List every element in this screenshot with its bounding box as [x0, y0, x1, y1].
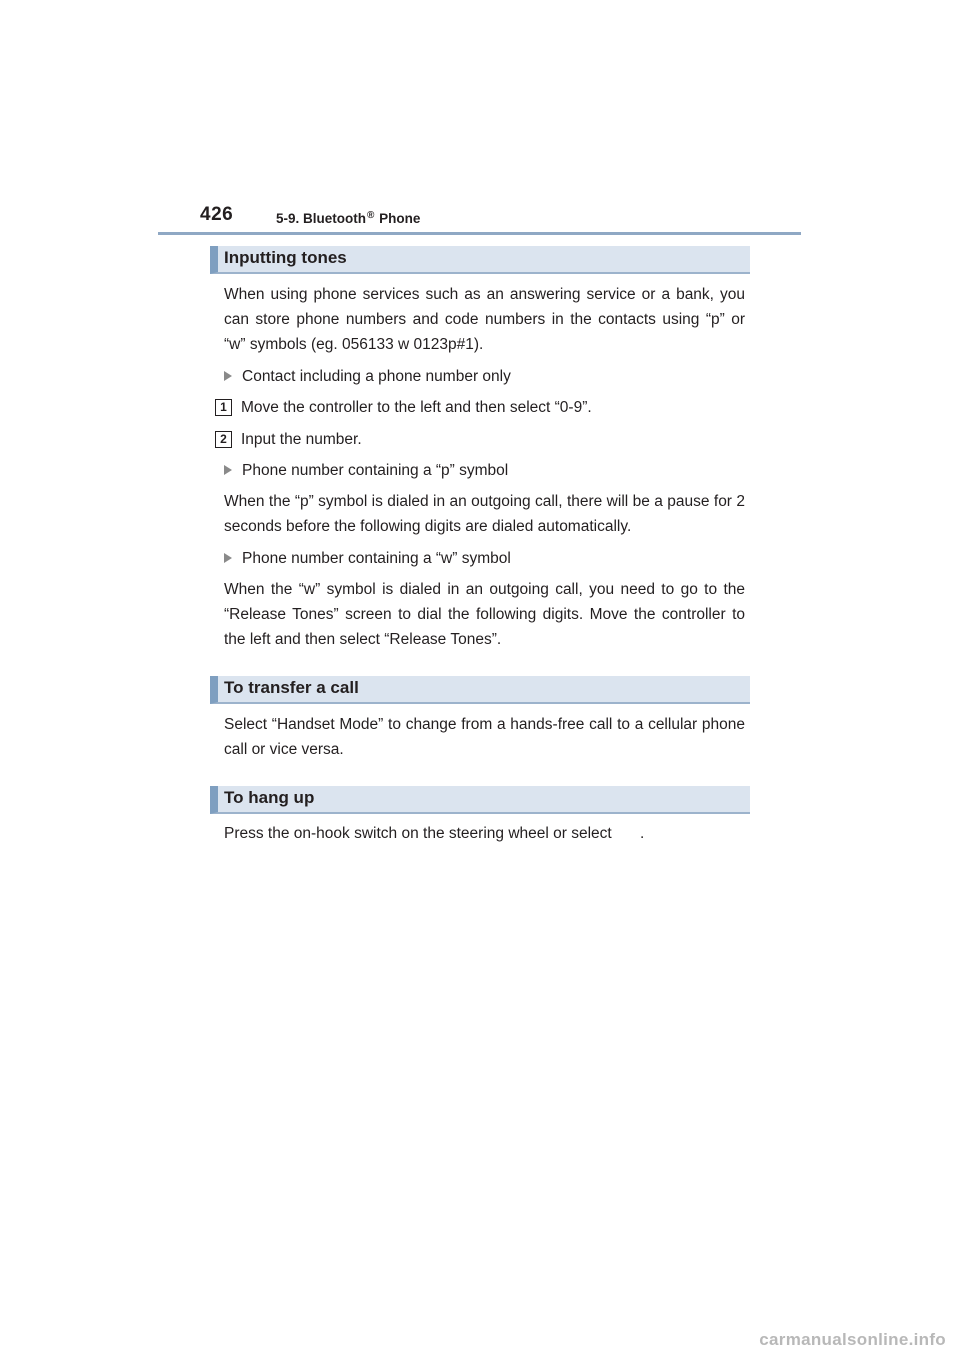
triangle-bullet-icon: [224, 553, 232, 563]
bullet-w-symbol: [224, 546, 511, 571]
triangle-bullet-icon: [224, 371, 232, 381]
end-call-icon: [616, 826, 640, 840]
p-symbol-description: When the “p” symbol is dialed in an outgoing call, there will be a pause for 2 seconds before the following digits are dialed automatically.: [224, 493, 745, 535]
footer-watermark: carmanualsonline.info: [759, 1330, 946, 1349]
step-text: Input the number.: [241, 431, 362, 448]
bullet-text: Contact including a phone number only: [242, 368, 511, 385]
triangle-bullet-icon: [224, 465, 232, 475]
section-heading-text: To transfer a call: [224, 678, 359, 697]
w-symbol-description: When the “w” symbol is dialed in an outgoing call, you need to go to the “Release Tones” screen to dial the following digits. Move the controller to the left and then select “Release Tones”.: [224, 581, 745, 648]
section-heading-transfer-call: [210, 676, 750, 704]
bullet-text: Phone number containing a “p” symbol: [242, 462, 509, 479]
bullet-text: Phone number containing a “w” symbol: [242, 550, 511, 567]
registered-mark: ®: [367, 210, 375, 221]
step-1: [215, 395, 592, 420]
step-text: Move the controller to the left and then select “0-9”.: [241, 399, 592, 416]
section-heading-text: Inputting tones: [224, 248, 347, 267]
section-heading-inputting-tones: [210, 246, 750, 274]
chapter-suffix: Phone: [375, 211, 421, 226]
bullet-contact-number-only: [224, 364, 511, 389]
step-2: [215, 427, 362, 452]
section-heading-text: To hang up: [224, 788, 315, 807]
section-heading-hang-up: [210, 786, 750, 814]
step-number-badge: 1: [215, 399, 232, 416]
chapter-prefix: 5-9. Bluetooth: [276, 211, 366, 226]
hang-up-text-after: .: [640, 825, 645, 842]
inputting-tones-intro: When using phone services such as an answering service or a bank, you can store phone numbers and code numbers in the contacts using “p” or “w” symbols (eg. 056133 w 0123p#1).: [224, 286, 745, 353]
hang-up-text-before: Press the on-hook switch on the steering wheel or select: [224, 825, 617, 842]
hang-up-description: [224, 821, 745, 846]
bullet-p-symbol: [224, 458, 508, 483]
chapter-title: [276, 210, 420, 226]
step-number-badge: 2: [215, 431, 232, 448]
page-number: 426: [200, 204, 234, 225]
header-rule: [158, 232, 801, 235]
transfer-call-description: Select “Handset Mode” to change from a hands-free call to a cellular phone call or vice versa.: [224, 716, 745, 758]
